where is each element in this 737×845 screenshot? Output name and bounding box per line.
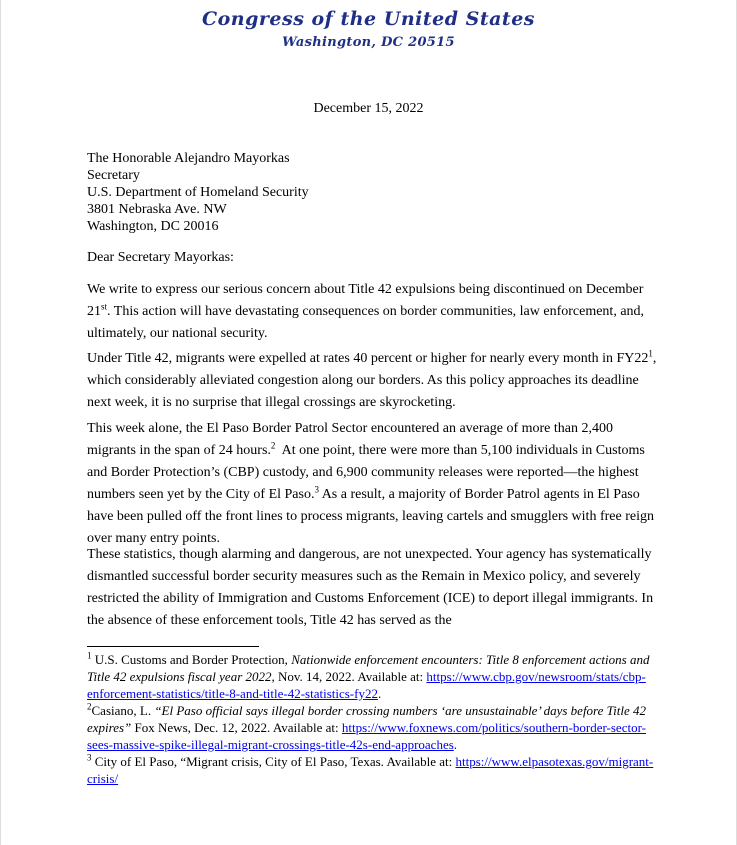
body-paragraph-2 bbox=[87, 348, 662, 414]
footnote-3-link[interactable]: https://www.elpasotexas.gov/migrant-crisis/ bbox=[87, 754, 654, 786]
footnote-1-end: . bbox=[377, 686, 382, 701]
footnote-2-pre: Casiano, L. bbox=[91, 703, 155, 718]
p1-text-a: We write to express our serious concern about Title 42 expulsions being discontinued on December 21 bbox=[87, 282, 644, 319]
footnote-1-title: Nationwide enforcement encounters: Title 8 enforcement actions and Title 42 expulsions fiscal year 2022, bbox=[87, 652, 650, 684]
salutation: Dear Secretary Mayorkas: bbox=[87, 250, 234, 265]
recipient-name: The Honorable Alejandro Mayorkas bbox=[87, 151, 290, 166]
footnote-3-pre: City of El Paso, “Migrant crisis, City of El Paso, Texas. Available at: bbox=[91, 754, 456, 769]
p2-text-b: , which considerably alleviated congestion along our borders. As this policy approaches its deadline next week, it is no surprise that illegal crossings are skyrocketing. bbox=[87, 351, 657, 410]
footnote-ref-1: 1 bbox=[648, 348, 653, 359]
footnote-3 bbox=[87, 753, 667, 787]
footnote-2-number: 2 bbox=[87, 701, 92, 712]
letterhead-title: Congress of the United States bbox=[202, 8, 535, 30]
p3-text-c: As a result, a majority of Border Patrol agents in El Paso have been pulled off the front lines to process migrants, leaving cartels and smugglers with free reign over many entry points. bbox=[87, 487, 654, 546]
footnote-2-end: . bbox=[453, 737, 458, 752]
footnote-1 bbox=[87, 651, 667, 702]
footnote-3-number: 3 bbox=[87, 752, 92, 763]
footnote-ref-2: 2 bbox=[270, 440, 276, 451]
recipient-title: Secretary bbox=[87, 168, 140, 183]
p1-text-b: . This action will have devastating consequences on border communities, law enforcement, and, ultimately, our national security. bbox=[87, 304, 645, 341]
footnote-2-post: Fox News, Dec. 12, 2022. Available at: bbox=[131, 720, 342, 735]
footnote-2-title: “El Paso official says illegal border crossing numbers ‘are unsustainable’ days before Title 42 expires” bbox=[87, 703, 647, 735]
footnote-2 bbox=[87, 702, 667, 753]
footnote-1-pre: U.S. Customs and Border Protection, bbox=[91, 652, 292, 667]
page-left-edge bbox=[0, 0, 1, 845]
recipient-address bbox=[87, 150, 309, 235]
footnote-2-link[interactable]: https://www.foxnews.com/politics/southern-border-sector-sees-massive-spike-illegal-migrant-crossings-title-42s-end-approaches bbox=[87, 720, 646, 752]
footnote-1-number: 1 bbox=[87, 650, 92, 661]
body-paragraph-3 bbox=[87, 418, 662, 550]
p2-text-a: Under Title 42, migrants were expelled at rates 40 percent or higher for nearly every month in FY22 bbox=[87, 351, 649, 366]
p3-text-a: This week alone, the El Paso Border Patrol Sector encountered an average of more than 2,400 migrants in the span of 24 hours. bbox=[87, 421, 613, 458]
recipient-city: Washington, DC 20016 bbox=[87, 219, 219, 234]
p1-superscript: st bbox=[101, 301, 108, 312]
footnote-divider bbox=[87, 646, 259, 647]
recipient-department: U.S. Department of Homeland Security bbox=[87, 185, 309, 200]
letter-date: December 15, 2022 bbox=[313, 101, 424, 116]
footnotes bbox=[87, 651, 667, 787]
footnote-1-link[interactable]: https://www.cbp.gov/newsroom/stats/cbp-enforcement-statistics/title-8-and-title-42-statistics-fy22 bbox=[87, 669, 646, 701]
body-paragraph-1 bbox=[87, 279, 662, 345]
letterhead-location: Washington, DC 20515 bbox=[282, 35, 455, 50]
recipient-street: 3801 Nebraska Ave. NW bbox=[87, 202, 227, 217]
footnote-1-post: Nov. 14, 2022. Available at: bbox=[274, 669, 427, 684]
p3-text-b: At one point, there were more than 5,100 individuals in Customs and Border Protection’s (CBP) custody, and 6,900 community releases were reported—the highest numbers seen yet by the City of El Paso. bbox=[87, 443, 649, 502]
footnote-ref-3: 3 bbox=[314, 484, 319, 495]
body-paragraph-4: These statistics, though alarming and dangerous, are not unexpected. Your agency has systematically dismantled successful border security measures such as the Remain in Mexico policy, and severely restricted the ability of Immigration and Customs Enforcement (ICE) to deport illegal immigrants. In the absence of these enforcement tools, Title 42 has served as the bbox=[87, 547, 654, 628]
